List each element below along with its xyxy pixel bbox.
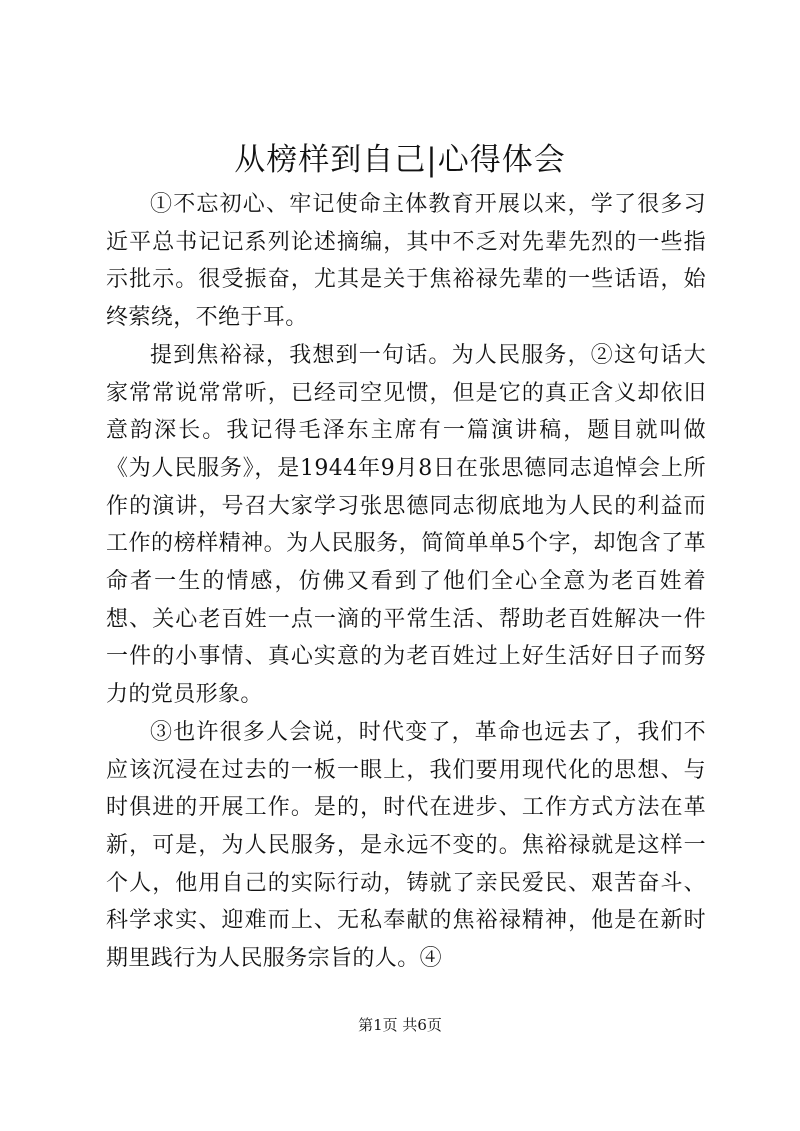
paragraph-3: ③也许很多人会说，时代变了，革命也远去了，我们不应该沉浸在过去的一板一眼上，我们要用现代化的思想、与时俱进的开展工作。是的，时代在进步、工作方式方法在革新，可是，为人民服务，是永远不变的。焦裕禄就是这样一个人，他用自己的实际行动，铸就了亲民爱民、艰苦奋斗、科学求实、迎难而上、无私奉献的焦裕禄精神，他是在新时期里践行为人民服务宗旨的人。④	[106, 719, 706, 972]
paragraph-1: ①不忘初心、牢记使命主体教育开展以来，学了很多习近平总书记记系列论述摘编，其中不乏对先辈先烈的一些指示批示。很受振奋，尤其是关于焦裕禄先辈的一些话语，始终萦绕，不绝于耳。	[106, 192, 706, 331]
page-number-footer: 第1页 共6页	[358, 1016, 442, 1034]
document-body	[106, 186, 706, 978]
document-title: 从榜样到自己|心得体会	[234, 142, 566, 178]
paragraph-2: 提到焦裕禄，我想到一句话。为人民服务，②这句话大家常常说常常听，已经司空见惯，但是它的真正含义却依旧意韵深长。我记得毛泽东主席有一篇演讲稿，题目就叫做《为人民服务》，是1944年9月8日在张思德同志追悼会上所作的演讲，号召大家学习张思德同志彻底地为人民的利益而工作的榜样精神。为人民服务，简简单单5个字，却饱含了革命者一生的情感，仿佛又看到了他们全心全意为老百姓着想、关心老百姓一点一滴的平常生活、帮助老百姓解决一件一件的小事情、真心实意的为老百姓过上好生活好日子而努力的党员形象。	[106, 342, 706, 708]
